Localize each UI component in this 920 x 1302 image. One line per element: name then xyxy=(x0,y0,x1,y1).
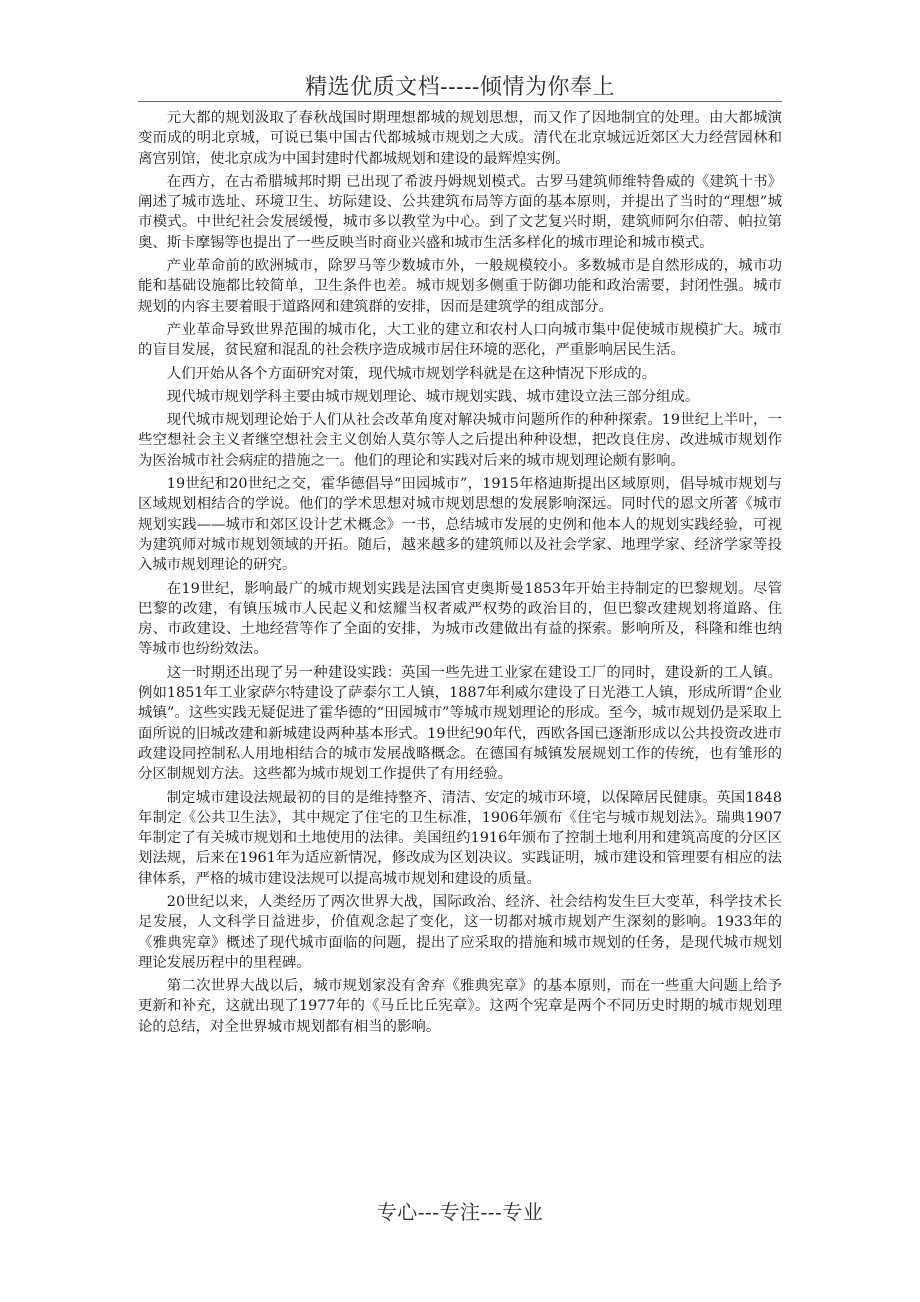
paragraph-4: 产业革命导致世界范围的城市化，大工业的建立和农村人口向城市集中促使城市规模扩大。城市的盲目发展，贫民窟和混乱的社会秩序造成城市居住环境的恶化，严重影响居民生活。 xyxy=(138,321,782,359)
paragraph-11: 制定城市建设法规最初的目的是维持整齐、清洁、安定的城市环境，以保障居民健康。英国1848年制定《公共卫生法》，其中规定了住宅的卫生标准，1906年颁布《住宅与城市规划法》。瑞典1907年制定了有关城市规划和土地使用的法律。美国纽约1916年颁布了控制土地利用和建筑高度的分区区划法规，后来在1961年为适应新情况，修改成为区划决议。实践证明，城市建设和管理要有相应的法律体系，严格的城市建设法规可以提高城市规划和建设的质量。 xyxy=(138,789,782,887)
paragraph-13: 第二次世界大战以后，城市规划家没有舍弃《雅典宪章》的基本原则，而在一些重大问题上给予更新和补充，这就出现了1977年的《马丘比丘宪章》。这两个宪章是两个不同历史时期的城市规划理论的总结，对全世界城市规划都有相当的影响。 xyxy=(138,978,782,1035)
document-body xyxy=(138,108,782,1040)
paragraph-8: 19世纪和20世纪之交，霍华德倡导“田园城市”，1915年格迪斯提出区域原则，倡导城市规划与区域规划相结合的学说。他们的学术思想对城市规划思想的发展影响深远。同时代的恩文所著《城市规划实践——城市和郊区设计艺术概念》一书，总结城市发展的史例和他本人的规划实践经验，可视为建筑师对城市规划领域的开拓。随后，越来越多的建筑师以及社会学家、地理学家、经济学家等投入城市规划理论的研究。 xyxy=(138,476,782,574)
paragraph-5: 人们开始从各个方面研究对策，现代城市规划学科就是在这种情况下形成的。 xyxy=(166,365,657,382)
paragraph-1: 元大都的规划汲取了春秋战国时期理想都城的规划思想，而又作了因地制宜的处理。由大都城演变而成的明北京城，可说已集中国古代都城城市规划之大成。清代在北京城远近郊区大力经营园林和离宫别馆，使北京成为中国封建时代都城规划和建设的最辉煌实例。 xyxy=(138,110,782,167)
paragraph-9: 在19世纪，影响最广的城市规划实践是法国官吏奥斯曼1853年开始主持制定的巴黎规划。尽管巴黎的改建，有镇压城市人民起义和炫耀当权者威严权势的政治目的，但巴黎改建规划将道路、住房、市政建设、土地经营等作了全面的安排，为城市改建做出有益的探索。影响所及，科隆和维也纳等城市也纷纷效法。 xyxy=(138,580,782,658)
page-header-title: 精选优质文档-----倾情为你奉上 xyxy=(305,75,615,100)
paragraph-3: 产业革命前的欧洲城市，除罗马等少数城市外，一般规模较小。多数城市是自然形成的，城市功能和基础设施都比较简单，卫生条件也差。城市规划多侧重于防御功能和政治需要，封闭性强。城市规划的内容主要着眼于道路网和建筑群的安排，因而是建筑学的组成部分。 xyxy=(138,258,782,315)
paragraph-10: 这一时期还出现了另一种建设实践：英国一些先进工业家在建设工厂的同时，建设新的工人镇。例如1851年工业家萨尔特建设了萨泰尔工人镇，1887年利威尔建设了日光港工人镇，形成所谓“企业城镇”。这些实践无疑促进了霍华德的“田园城市”等城市规划理论的形成。至今，城市规划仍是采取上面所说的旧城改建和新城建设两种基本形式。19世纪90年代，西欧各国已逐渐形成以公共投资改进市政建设同控制私人用地相结合的城市发展战略概念。在德国有城镇发展规划工作的传统，也有雏形的分区制规划方法。这些都为城市规划工作提供了有用经验。 xyxy=(138,664,782,783)
header-divider xyxy=(138,101,782,102)
paragraph-2: 在西方，在古希腊城邦时期 已出现了希波丹姆规划模式。古罗马建筑师维特鲁威的《建筑十书》阐述了城市选址、环境卫生、坊际建设、公共建筑布局等方面的基本原则，并提出了当时的“理想”城市模式。中世纪社会发展缓慢，城市多以教堂为中心。到了文艺复兴时期，建筑师阿尔伯蒂、帕拉第奥、斯卡摩锡等也提出了一些反映当时商业兴盛和城市生活多样化的城市理论和城市模式。 xyxy=(138,173,782,251)
paragraph-12: 20世纪以来，人类经历了两次世界大战，国际政治、经济、社会结构发生巨大变革，科学技术长足发展，人文科学日益进步，价值观念起了变化，这一切都对城市规划产生深刻的影响。1933年的《雅典宪章》概述了现代城市面临的问题，提出了应采取的措施和城市规划的任务，是现代城市规划理论发展历程中的里程碑。 xyxy=(138,893,782,971)
paragraph-6: 现代城市规划学科主要由城市规划理论、城市规划实践、城市建设立法三部分组成。 xyxy=(166,388,700,405)
paragraph-7: 现代城市规划理论始于人们从社会改革角度对解决城市问题所作的种种探索。19世纪上半叶，一些空想社会主义者继空想社会主义创始人莫尔等人之后提出种种设想，把改良住房、改进城市规划作为医治城市社会病症的措施之一。他们的理论和实践对后来的城市规划理论颇有影响。 xyxy=(138,412,782,469)
page-footer-text: 专心---专注---专业 xyxy=(376,1200,544,1224)
